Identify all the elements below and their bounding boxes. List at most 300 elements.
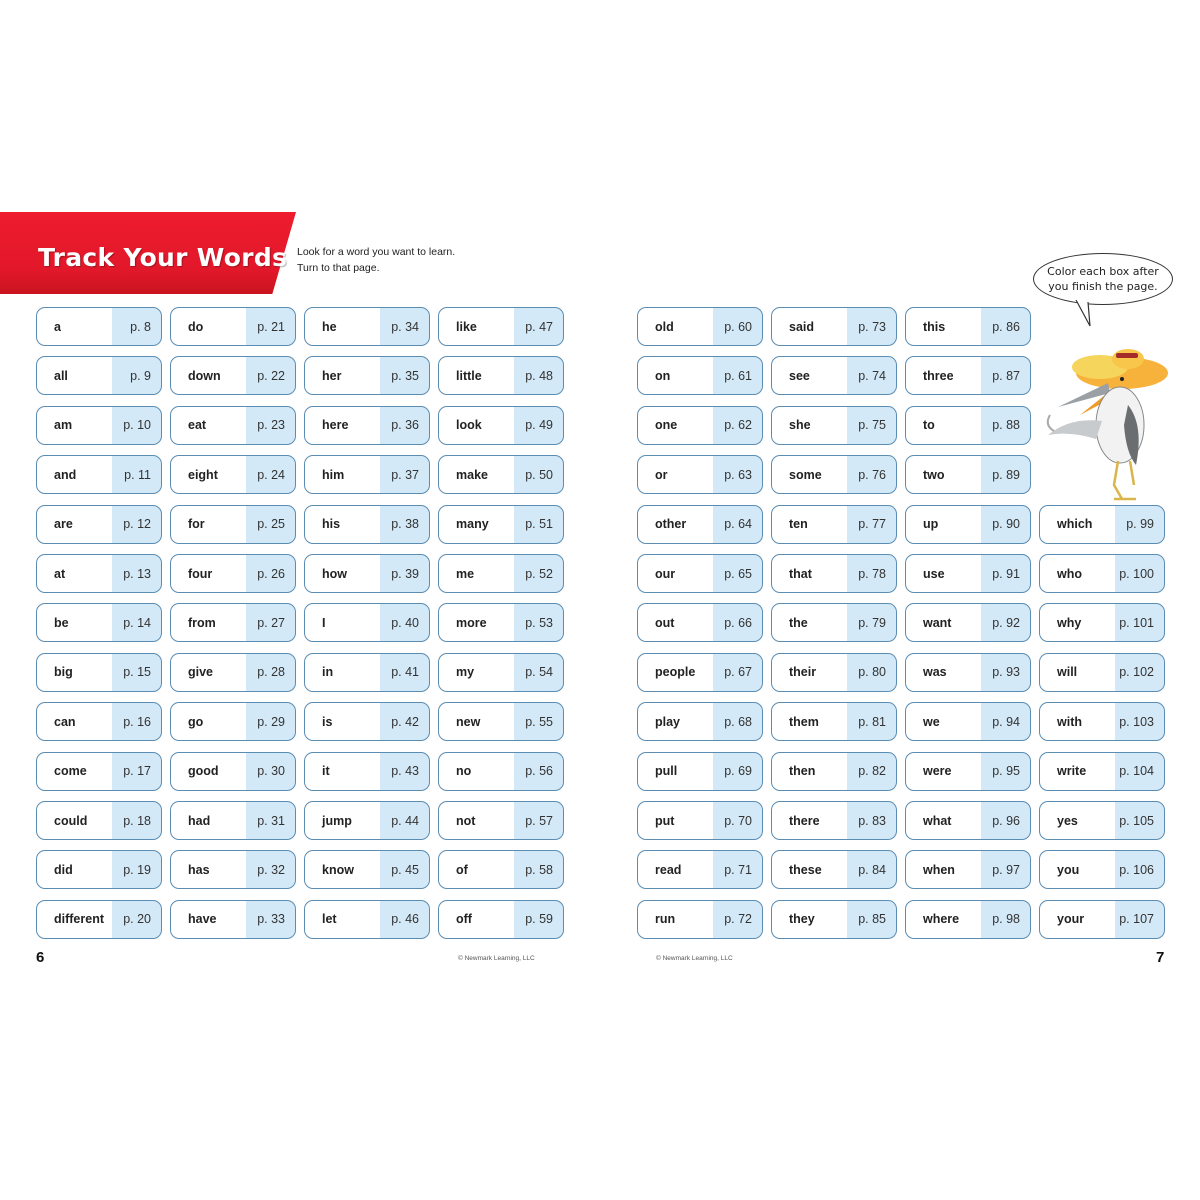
- word-box-am[interactable]: [36, 406, 162, 445]
- page-reference: p. 31: [257, 813, 285, 828]
- word-box-has[interactable]: [170, 850, 296, 889]
- word-label: my: [456, 665, 475, 680]
- word-label: has: [188, 862, 210, 877]
- word-label: will: [1057, 665, 1078, 680]
- word-box-go[interactable]: [170, 702, 296, 741]
- word-box-not[interactable]: [438, 801, 564, 840]
- bubble-line: Color each box after: [1047, 265, 1159, 278]
- page-reference: p. 25: [257, 517, 285, 532]
- page-reference: p. 57: [525, 813, 553, 828]
- instruction-line: Look for a word you want to learn.: [297, 246, 456, 258]
- right-copyright: © Newmark Learning, LLC: [656, 955, 733, 962]
- word-label: he: [322, 319, 337, 334]
- word-label: our: [655, 566, 676, 581]
- page-reference: p. 88: [992, 418, 1020, 433]
- page-reference: p. 76: [858, 467, 886, 482]
- word-box-eat[interactable]: [170, 406, 296, 445]
- word-box-said[interactable]: [771, 307, 897, 346]
- word-box-jump[interactable]: [304, 801, 430, 840]
- word-box-which[interactable]: [1039, 505, 1165, 544]
- word-label: down: [188, 368, 221, 383]
- word-label: from: [188, 615, 216, 630]
- page-reference: p. 23: [257, 418, 285, 433]
- page-reference: p. 54: [525, 665, 553, 680]
- word-label: is: [322, 714, 333, 729]
- word-box-three[interactable]: [905, 356, 1031, 395]
- heron-mascot-icon: [1040, 335, 1180, 505]
- page-title: Track Your Words: [38, 243, 288, 272]
- page-reference: p. 71: [724, 862, 752, 877]
- word-box-play[interactable]: [637, 702, 763, 741]
- word-label: are: [54, 517, 73, 532]
- page-reference: p. 13: [123, 566, 151, 581]
- word-label: old: [655, 319, 674, 334]
- page-reference: p. 64: [724, 517, 752, 532]
- word-box-of[interactable]: [438, 850, 564, 889]
- word-label: other: [655, 517, 687, 532]
- page-reference: p. 105: [1119, 813, 1154, 828]
- page-reference: p. 84: [858, 862, 886, 877]
- word-label: the: [789, 615, 808, 630]
- word-label: she: [789, 418, 811, 433]
- word-label: we: [923, 714, 940, 729]
- word-label: four: [188, 566, 213, 581]
- word-label: in: [322, 665, 334, 680]
- word-label: her: [322, 368, 342, 383]
- word-label: at: [54, 566, 66, 581]
- word-box-some[interactable]: [771, 455, 897, 494]
- page-reference: p. 55: [525, 714, 553, 729]
- page-reference: p. 33: [257, 912, 285, 927]
- page-reference: p. 89: [992, 467, 1020, 482]
- page-reference: p. 61: [724, 368, 752, 383]
- page-reference: p. 52: [525, 566, 553, 581]
- page-reference: p. 17: [123, 764, 151, 779]
- word-box-these[interactable]: [771, 850, 897, 889]
- speech-bubble-tail-icon: [1074, 300, 1094, 328]
- word-box-did[interactable]: [36, 850, 162, 889]
- word-label: go: [188, 714, 204, 729]
- word-box-at[interactable]: [36, 554, 162, 593]
- word-label: put: [655, 813, 675, 828]
- word-box-have[interactable]: [170, 900, 296, 939]
- word-box-want[interactable]: [905, 603, 1031, 642]
- page-reference: p. 83: [858, 813, 886, 828]
- word-box-him[interactable]: [304, 455, 430, 494]
- page-reference: p. 59: [525, 912, 553, 927]
- word-box-little[interactable]: [438, 356, 564, 395]
- word-box-make[interactable]: [438, 455, 564, 494]
- word-box-can[interactable]: [36, 702, 162, 741]
- word-label: give: [188, 665, 214, 680]
- word-box-there[interactable]: [771, 801, 897, 840]
- word-label: good: [188, 764, 219, 779]
- page-reference: p. 39: [391, 566, 419, 581]
- word-label: can: [54, 714, 76, 729]
- word-label: him: [322, 467, 345, 482]
- word-label: a: [54, 319, 61, 334]
- word-box-on[interactable]: [637, 356, 763, 395]
- word-box-your[interactable]: [1039, 900, 1165, 939]
- page-reference: p. 14: [123, 615, 151, 630]
- page-reference: p. 82: [858, 764, 886, 779]
- word-label: these: [789, 862, 822, 877]
- word-box-read[interactable]: [637, 850, 763, 889]
- word-label: where: [923, 912, 960, 927]
- page-reference: p. 50: [525, 467, 553, 482]
- page-reference: p. 36: [391, 418, 419, 433]
- word-box-how[interactable]: [304, 554, 430, 593]
- word-box-and[interactable]: [36, 455, 162, 494]
- word-label: had: [188, 813, 211, 828]
- word-label: make: [456, 467, 488, 482]
- word-label: me: [456, 566, 475, 581]
- page-reference: p. 65: [724, 566, 752, 581]
- word-label: who: [1057, 566, 1082, 581]
- left-copyright: © Newmark Learning, LLC: [458, 955, 535, 962]
- page-reference: p. 45: [391, 862, 419, 877]
- word-label: was: [923, 665, 947, 680]
- word-box-like[interactable]: [438, 307, 564, 346]
- speech-bubble: [1033, 253, 1173, 305]
- word-box-is[interactable]: [304, 702, 430, 741]
- page-reference: p. 67: [724, 665, 752, 680]
- word-box-then[interactable]: [771, 752, 897, 791]
- word-label: run: [655, 912, 676, 927]
- word-label: out: [655, 615, 675, 630]
- page-reference: p. 35: [391, 368, 419, 383]
- page-reference: p. 72: [724, 912, 752, 927]
- word-box-new[interactable]: [438, 702, 564, 741]
- word-box-with[interactable]: [1039, 702, 1165, 741]
- word-label: that: [789, 566, 812, 581]
- word-label: new: [456, 714, 481, 729]
- word-label: three: [923, 368, 954, 383]
- word-box-use[interactable]: [905, 554, 1031, 593]
- word-label: pull: [655, 764, 678, 779]
- page-reference: p. 41: [391, 665, 419, 680]
- page-reference: p. 92: [992, 615, 1020, 630]
- page-reference: p. 60: [724, 319, 752, 334]
- page-reference: p. 90: [992, 517, 1020, 532]
- word-box-see[interactable]: [771, 356, 897, 395]
- word-label: write: [1057, 764, 1087, 779]
- page-reference: p. 99: [1126, 517, 1154, 532]
- word-box-off[interactable]: [438, 900, 564, 939]
- page-reference: p. 102: [1119, 665, 1154, 680]
- word-box-he[interactable]: [304, 307, 430, 346]
- word-label: this: [923, 319, 946, 334]
- page-reference: p. 30: [257, 764, 285, 779]
- page-reference: p. 46: [391, 912, 419, 927]
- word-label: how: [322, 566, 347, 581]
- page-reference: p. 100: [1119, 566, 1154, 581]
- word-box-out[interactable]: [637, 603, 763, 642]
- page-reference: p. 24: [257, 467, 285, 482]
- word-label: their: [789, 665, 817, 680]
- word-box-yes[interactable]: [1039, 801, 1165, 840]
- page-reference: p. 73: [858, 319, 886, 334]
- word-label: and: [54, 467, 77, 482]
- page-reference: p. 29: [257, 714, 285, 729]
- word-box-the[interactable]: [771, 603, 897, 642]
- word-label: more: [456, 615, 487, 630]
- word-label: why: [1057, 615, 1082, 630]
- word-box-other[interactable]: [637, 505, 763, 544]
- page-reference: p. 43: [391, 764, 419, 779]
- page-reference: p. 56: [525, 764, 553, 779]
- word-box-you[interactable]: [1039, 850, 1165, 889]
- page-reference: p. 38: [391, 517, 419, 532]
- page-reference: p. 48: [525, 368, 553, 383]
- page-reference: p. 42: [391, 714, 419, 729]
- word-box-here[interactable]: [304, 406, 430, 445]
- page-reference: p. 21: [257, 319, 285, 334]
- word-label: up: [923, 517, 939, 532]
- page-reference: p. 70: [724, 813, 752, 828]
- word-box-all[interactable]: [36, 356, 162, 395]
- word-box-more[interactable]: [438, 603, 564, 642]
- page-reference: p. 66: [724, 615, 752, 630]
- page-reference: p. 26: [257, 566, 285, 581]
- page-reference: p. 86: [992, 319, 1020, 334]
- word-box-it[interactable]: [304, 752, 430, 791]
- word-box-down[interactable]: [170, 356, 296, 395]
- word-label: see: [789, 368, 810, 383]
- word-box-old[interactable]: [637, 307, 763, 346]
- word-label: different: [54, 912, 104, 927]
- word-box-we[interactable]: [905, 702, 1031, 741]
- word-box-his[interactable]: [304, 505, 430, 544]
- word-label: play: [655, 714, 681, 729]
- word-box-when[interactable]: [905, 850, 1031, 889]
- page-reference: p. 106: [1119, 862, 1154, 877]
- word-box-for[interactable]: [170, 505, 296, 544]
- word-box-be[interactable]: [36, 603, 162, 642]
- page-reference: p. 27: [257, 615, 285, 630]
- page-reference: p. 81: [858, 714, 886, 729]
- word-label: when: [923, 862, 955, 877]
- word-box-know[interactable]: [304, 850, 430, 889]
- page-reference: p. 96: [992, 813, 1020, 828]
- word-label: many: [456, 517, 489, 532]
- word-label: have: [188, 912, 217, 927]
- word-label: like: [456, 319, 477, 334]
- page-reference: p. 9: [130, 368, 151, 383]
- word-box-that[interactable]: [771, 554, 897, 593]
- page-reference: p. 74: [858, 368, 886, 383]
- word-label: then: [789, 764, 816, 779]
- word-box-run[interactable]: [637, 900, 763, 939]
- word-label: people: [655, 665, 696, 680]
- word-label: know: [322, 862, 354, 877]
- word-label: am: [54, 418, 73, 433]
- word-box-could[interactable]: [36, 801, 162, 840]
- instruction-line: Turn to that page.: [297, 262, 380, 274]
- page-reference: p. 19: [123, 862, 151, 877]
- word-box-who[interactable]: [1039, 554, 1165, 593]
- word-box-this[interactable]: [905, 307, 1031, 346]
- word-box-do[interactable]: [170, 307, 296, 346]
- word-box-to[interactable]: [905, 406, 1031, 445]
- word-box-are[interactable]: [36, 505, 162, 544]
- word-label: did: [54, 862, 73, 877]
- word-label: here: [322, 418, 349, 433]
- word-label: with: [1057, 714, 1082, 729]
- word-box-eight[interactable]: [170, 455, 296, 494]
- word-box-them[interactable]: [771, 702, 897, 741]
- word-box-was[interactable]: [905, 653, 1031, 692]
- word-box-many[interactable]: [438, 505, 564, 544]
- page-reference: p. 32: [257, 862, 285, 877]
- page-reference: p. 49: [525, 418, 553, 433]
- word-box-pull[interactable]: [637, 752, 763, 791]
- word-label: jump: [322, 813, 352, 828]
- word-box-where[interactable]: [905, 900, 1031, 939]
- word-box-in[interactable]: [304, 653, 430, 692]
- word-box-will[interactable]: [1039, 653, 1165, 692]
- word-box-different[interactable]: [36, 900, 162, 939]
- word-box-they[interactable]: [771, 900, 897, 939]
- page-reference: p. 18: [123, 813, 151, 828]
- word-box-her[interactable]: [304, 356, 430, 395]
- word-label: one: [655, 418, 678, 433]
- word-label: come: [54, 764, 87, 779]
- word-label: there: [789, 813, 820, 828]
- page-reference: p. 20: [123, 912, 151, 927]
- word-label: be: [54, 615, 69, 630]
- instructions: [297, 244, 455, 276]
- page-reference: p. 98: [992, 912, 1020, 927]
- word-box-had[interactable]: [170, 801, 296, 840]
- page-reference: p. 87: [992, 368, 1020, 383]
- word-label: use: [923, 566, 945, 581]
- page-reference: p. 85: [858, 912, 886, 927]
- word-label: two: [923, 467, 945, 482]
- word-label: of: [456, 862, 468, 877]
- word-box-she[interactable]: [771, 406, 897, 445]
- page-reference: p. 94: [992, 714, 1020, 729]
- word-box-four[interactable]: [170, 554, 296, 593]
- page-reference: p. 95: [992, 764, 1020, 779]
- right-page-number: 7: [1156, 949, 1165, 966]
- page-reference: p. 34: [391, 319, 419, 334]
- page-reference: p. 75: [858, 418, 886, 433]
- page-reference: p. 22: [257, 368, 285, 383]
- word-label: I: [322, 615, 326, 630]
- page-reference: p. 80: [858, 665, 886, 680]
- word-label: read: [655, 862, 682, 877]
- page-reference: p. 68: [724, 714, 752, 729]
- page-reference: p. 104: [1119, 764, 1154, 779]
- word-box-up[interactable]: [905, 505, 1031, 544]
- word-label: not: [456, 813, 476, 828]
- left-page-number: 6: [36, 949, 45, 966]
- word-box-people[interactable]: [637, 653, 763, 692]
- page-reference: p. 93: [992, 665, 1020, 680]
- page-reference: p. 107: [1119, 912, 1154, 927]
- word-label: eat: [188, 418, 207, 433]
- word-box-their[interactable]: [771, 653, 897, 692]
- word-box-big[interactable]: [36, 653, 162, 692]
- word-label: which: [1057, 517, 1093, 532]
- word-box-let[interactable]: [304, 900, 430, 939]
- word-box-good[interactable]: [170, 752, 296, 791]
- page-reference: p. 8: [130, 319, 151, 334]
- word-box-why[interactable]: [1039, 603, 1165, 642]
- page-reference: p. 77: [858, 517, 886, 532]
- word-label: on: [655, 368, 671, 383]
- page-reference: p. 15: [123, 665, 151, 680]
- word-box-write[interactable]: [1039, 752, 1165, 791]
- word-label: you: [1057, 862, 1080, 877]
- word-box-my[interactable]: [438, 653, 564, 692]
- page-reference: p. 79: [858, 615, 886, 630]
- word-box-i[interactable]: [304, 603, 430, 642]
- word-box-two[interactable]: [905, 455, 1031, 494]
- word-label: they: [789, 912, 815, 927]
- word-label: off: [456, 912, 472, 927]
- word-box-or[interactable]: [637, 455, 763, 494]
- word-box-look[interactable]: [438, 406, 564, 445]
- page-reference: p. 69: [724, 764, 752, 779]
- page-reference: p. 10: [123, 418, 151, 433]
- page-reference: p. 63: [724, 467, 752, 482]
- word-label: his: [322, 517, 341, 532]
- word-label: some: [789, 467, 822, 482]
- page-reference: p. 44: [391, 813, 419, 828]
- word-label: what: [923, 813, 952, 828]
- word-box-no[interactable]: [438, 752, 564, 791]
- bubble-line: you finish the page.: [1048, 280, 1158, 293]
- word-label: no: [456, 764, 472, 779]
- word-box-give[interactable]: [170, 653, 296, 692]
- word-label: all: [54, 368, 68, 383]
- page-reference: p. 91: [992, 566, 1020, 581]
- page-reference: p. 101: [1119, 615, 1154, 630]
- word-box-ten[interactable]: [771, 505, 897, 544]
- word-label: eight: [188, 467, 218, 482]
- word-label: or: [655, 467, 668, 482]
- page-reference: p. 51: [525, 517, 553, 532]
- word-box-were[interactable]: [905, 752, 1031, 791]
- word-box-me[interactable]: [438, 554, 564, 593]
- word-label: said: [789, 319, 815, 334]
- word-box-one[interactable]: [637, 406, 763, 445]
- word-box-come[interactable]: [36, 752, 162, 791]
- word-box-from[interactable]: [170, 603, 296, 642]
- word-label: little: [456, 368, 482, 383]
- word-box-what[interactable]: [905, 801, 1031, 840]
- word-label: ten: [789, 517, 808, 532]
- word-label: them: [789, 714, 819, 729]
- page-reference: p. 62: [724, 418, 752, 433]
- word-label: to: [923, 418, 935, 433]
- page-reference: p. 103: [1119, 714, 1154, 729]
- page-reference: p. 40: [391, 615, 419, 630]
- page-reference: p. 97: [992, 862, 1020, 877]
- word-label: could: [54, 813, 88, 828]
- page-reference: p. 12: [123, 517, 151, 532]
- page-reference: p. 58: [525, 862, 553, 877]
- word-label: yes: [1057, 813, 1078, 828]
- word-box-a[interactable]: [36, 307, 162, 346]
- page-reference: p. 47: [525, 319, 553, 334]
- word-box-put[interactable]: [637, 801, 763, 840]
- word-label: want: [923, 615, 952, 630]
- word-box-our[interactable]: [637, 554, 763, 593]
- word-label: do: [188, 319, 204, 334]
